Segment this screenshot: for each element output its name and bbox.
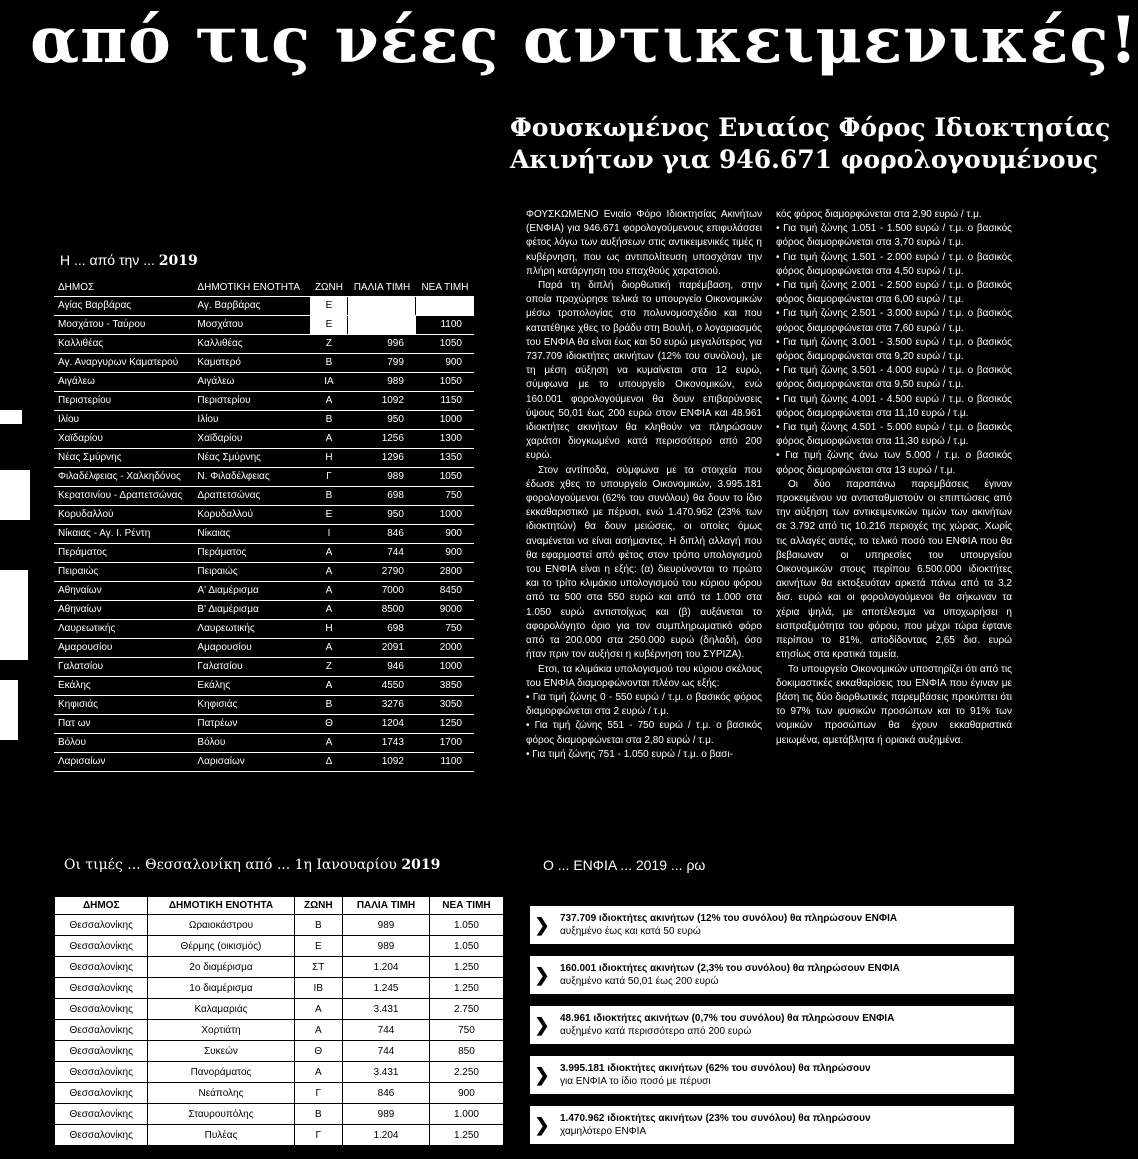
section2-title-text: Οι τιμές ... Θεσσαλονίκη από ... 1η Ιανουαρίου — [64, 857, 397, 873]
cell-zoni: Γ — [310, 468, 348, 487]
athens-price-table — [54, 279, 474, 772]
cell-enotita: Χαϊδαρίου — [193, 430, 310, 449]
section1-title-text: Η ... από την ... — [60, 252, 159, 268]
cell-nea: 1100 — [416, 753, 474, 772]
header-dimos: ΔΗΜΟΣ — [55, 897, 148, 915]
cell-palia: 996 — [348, 335, 416, 354]
table-row — [54, 525, 474, 544]
cell-zoni: Α — [310, 563, 348, 582]
cell-palia: 744 — [348, 544, 416, 563]
header-enotita: ΔΗΜΟΤΙΚΗ ΕΝΟΤΗΤΑ — [148, 897, 294, 915]
cell-zoni: Ε — [310, 297, 348, 316]
cell-palia: 989 — [348, 468, 416, 487]
arrow-icon: ❯ — [534, 1064, 550, 1085]
table-row — [55, 1020, 504, 1041]
cell-zoni: Η — [310, 449, 348, 468]
cell-nea: 9000 — [416, 601, 474, 620]
cell-zoni: Δ — [310, 753, 348, 772]
cell-palia: 3.431 — [343, 1062, 430, 1083]
cell-enotita: Νέας Σμύρνης — [193, 449, 310, 468]
photo-fragment — [0, 410, 22, 424]
subheadline — [510, 112, 1111, 176]
photo-fragment — [0, 570, 28, 660]
table-row — [55, 1125, 504, 1146]
cell-enotita: Περιστερίου — [193, 392, 310, 411]
cell-nea: 900 — [416, 544, 474, 563]
table-row — [54, 297, 474, 316]
bracket-item: • Για τιμή ζώνης 2.001 - 2.500 ευρώ / τ.μ. ο βασικός φόρος διαμορφώνεται στα 6,00 ευρώ / τ.μ. — [776, 279, 1012, 307]
table-row — [55, 1062, 504, 1083]
cell-palia: 1092 — [348, 753, 416, 772]
table-row — [54, 449, 474, 468]
article-column-2 — [776, 208, 1012, 828]
cell-palia: 698 — [348, 487, 416, 506]
table-row — [54, 715, 474, 734]
cell-palia: 989 — [343, 1104, 430, 1125]
cell-nea: 1050 — [416, 373, 474, 392]
cell-zoni: ΙΒ — [294, 978, 343, 999]
cell-nea: 850 — [429, 1041, 503, 1062]
cell-dimos: Αγίας Βαρβάρας — [54, 297, 193, 316]
cell-palia: 1.204 — [343, 957, 430, 978]
table-row — [54, 392, 474, 411]
header-dimos: ΔΗΜΟΣ — [54, 279, 193, 297]
header-palia: ΠΑΛΙΑ ΤΙΜΗ — [348, 279, 416, 297]
cell-enotita: Δραπετσώνας — [193, 487, 310, 506]
cell-nea: 3850 — [416, 677, 474, 696]
bracket-list — [776, 222, 1012, 478]
table-row — [54, 468, 474, 487]
cell-nea — [416, 297, 474, 316]
table-row — [54, 563, 474, 582]
table-row — [54, 601, 474, 620]
cell-enotita: Αιγάλεω — [193, 373, 310, 392]
stat-text — [554, 909, 903, 941]
stat-rest-text: για ΕΝΦΙΑ το ίδιο ποσό με πέρυσι — [560, 1076, 711, 1087]
cell-dimos: Νίκαιας - Αγ. Ι. Ρέντη — [54, 525, 193, 544]
cell-enotita: Πατρέων — [193, 715, 310, 734]
cell-palia: 846 — [343, 1083, 430, 1104]
cell-zoni: Α — [310, 639, 348, 658]
stat-text — [554, 1059, 877, 1091]
stat-item — [530, 1106, 1014, 1144]
cell-zoni: Α — [310, 677, 348, 696]
header-nea: ΝΕΑ ΤΙΜΗ — [429, 897, 503, 915]
bracket-item: • Για τιμή ζώνης 1.051 - 1.500 ευρώ / τ.μ. ο βασικός φόρος διαμορφώνεται στα 3,70 ευρώ / τ.μ. — [776, 222, 1012, 250]
cell-dimos: Θεσσαλονίκης — [55, 1104, 148, 1125]
photo-fragment — [0, 680, 18, 740]
cell-enotita: Ν. Φιλαδέλφειας — [193, 468, 310, 487]
article-column-1 — [526, 208, 762, 828]
table-row — [54, 544, 474, 563]
stat-item — [530, 956, 1014, 994]
bracket-item: • Για τιμή ζώνης 751 - 1.050 ευρώ / τ.μ. ο βασι- — [526, 748, 762, 762]
article-paragraph: ΦΟΥΣΚΩΜΕΝΟ Ενιαίο Φόρο Ιδιοκτησίας Ακινήτων (ΕΝΦΙΑ) για 946.671 φορολογούμενους επιφυλάσσει φέτος λόγω των αυξήσεων στις αντικειμενικές τιμές η κυβέρνηση, που ως αντιπολίτευση υποσχόταν την πλήρη κατάργηση του επαχθούς χαρατσιού. — [526, 209, 762, 277]
cell-zoni: Α — [294, 1062, 343, 1083]
cell-nea: 1000 — [416, 411, 474, 430]
cell-nea: 1.050 — [429, 936, 503, 957]
cell-nea: 2.250 — [429, 1062, 503, 1083]
cell-dimos: Θεσσαλονίκης — [55, 1125, 148, 1146]
photo-fragment — [0, 470, 30, 520]
arrow-icon: ❯ — [534, 1114, 550, 1135]
table-row — [54, 506, 474, 525]
cell-zoni: Θ — [310, 715, 348, 734]
cell-nea: 1700 — [416, 734, 474, 753]
subheadline-line-1: Φουσκωμένος Ενιαίος Φόρος Ιδιοκτησίας — [510, 113, 1111, 142]
cell-enotita: Μοσχάτου — [193, 316, 310, 335]
cell-nea: 2.750 — [429, 999, 503, 1020]
cell-enotita: Χορτιάτη — [148, 1020, 294, 1041]
cell-zoni: Θ — [294, 1041, 343, 1062]
stats-list — [530, 906, 1014, 1156]
cell-nea: 1.000 — [429, 1104, 503, 1125]
bracket-item: • Για τιμή ζώνης 4.501 - 5.000 ευρώ / τ.μ. ο βασικός φόρος διαμορφώνεται στα 11,30 ευρώ / τ.μ. — [776, 421, 1012, 449]
cell-zoni: Β — [294, 915, 343, 936]
cell-dimos: Θεσσαλονίκης — [55, 1041, 148, 1062]
cell-zoni: Γ — [294, 1083, 343, 1104]
cell-dimos: Θεσσαλονίκης — [55, 936, 148, 957]
cell-enotita: Πανοράματος — [148, 1062, 294, 1083]
cell-nea: 900 — [416, 354, 474, 373]
cell-dimos: Γαλατσίου — [54, 658, 193, 677]
cell-palia: 1743 — [348, 734, 416, 753]
cell-enotita: Α' Διαμέρισμα — [193, 582, 310, 601]
cell-nea: 1.250 — [429, 1125, 503, 1146]
bracket-item: • Για τιμή ζώνης 3.001 - 3.500 ευρώ / τ.μ. ο βασικός φόρος διαμορφώνεται στα 9,20 ευρώ / τ.μ. — [776, 336, 1012, 364]
cell-enotita: 1ο διαμέρισμα — [148, 978, 294, 999]
cell-palia: 744 — [343, 1041, 430, 1062]
bracket-item: • Για τιμή ζώνης 3.501 - 4.000 ευρώ / τ.μ. ο βασικός φόρος διαμορφώνεται στα 9,50 ευρώ / τ.μ. — [776, 364, 1012, 392]
bracket-item: • Για τιμή ζώνης 2.501 - 3.000 ευρώ / τ.μ. ο βασικός φόρος διαμορφώνεται στα 7,60 ευρώ / τ.μ. — [776, 307, 1012, 335]
arrow-icon: ❯ — [534, 914, 550, 935]
table-row — [54, 487, 474, 506]
cell-enotita: Καλλιθέας — [193, 335, 310, 354]
stat-bold-text: 160.001 ιδιοκτήτες ακινήτων (2,3% του συνόλου) θα πληρώσουν ΕΝΦΙΑ — [560, 963, 900, 974]
cell-nea: 900 — [429, 1083, 503, 1104]
stat-rest-text: αυξημένο έως και κατά 50 ευρώ — [560, 926, 701, 937]
cell-enotita: 2ο διαμέρισμα — [148, 957, 294, 978]
cell-palia: 1092 — [348, 392, 416, 411]
cell-palia — [348, 297, 416, 316]
cell-dimos: Κορυδαλλού — [54, 506, 193, 525]
cell-zoni: Ε — [310, 506, 348, 525]
cell-nea: 750 — [429, 1020, 503, 1041]
cell-nea: 1150 — [416, 392, 474, 411]
cell-nea: 3050 — [416, 696, 474, 715]
cell-nea: 1.250 — [429, 978, 503, 999]
cell-palia: 2790 — [348, 563, 416, 582]
cell-nea: 1250 — [416, 715, 474, 734]
table-row — [55, 1041, 504, 1062]
cell-enotita: Ωραιοκάστρου — [148, 915, 294, 936]
table-row — [55, 936, 504, 957]
cell-palia: 950 — [348, 506, 416, 525]
cell-nea: 2800 — [416, 563, 474, 582]
cell-enotita: Συκεών — [148, 1041, 294, 1062]
section1-title-year: 2019 — [158, 253, 198, 269]
cell-dimos: Λαρισαίων — [54, 753, 193, 772]
article-paragraph: Στον αντίποδα, σύμφωνα με τα στοιχεία που έδωσε χθες το υπουργείο Οικονομικών, 3.995.181 φορολογούμενοι (62% του συνόλου) θα δουν το ίδιο εκκαθαριστικό με πέρυσι, ενώ 1.470.962 (23% των ιδιοκτητών) θα δουν μειώσεις, οι οποίες όμως αναμένεται να είναι ασήμαντες. Η διπλή αλλαγή που θα εφαρμοστεί από φέτος στον τρόπο υπολογισμού του ΕΝΦΙΑ είναι η εξής: (α) διευρύνονται το πρώτο και το τρίτο κλιμάκιο υπολογισμού του κύριου φόρου από τα 500 στα 550 ευρώ και από τα 1.000 στα 1.050 ευρώ αντιστοίχως και (β) αυξάνεται το αφορολόγητο όριο για τον συμπληρωματικό φόρο από τα 200.000 στα 250.000 ευρώ (δηλαδή, όσο ήταν πριν τον αυξήσει η κυβέρνηση του ΣΥΡΙΖΑ). — [526, 464, 762, 661]
header-nea: ΝΕΑ ΤΙΜΗ — [416, 279, 474, 297]
cell-enotita: Β' Διαμέρισμα — [193, 601, 310, 620]
bracket-item: • Για τιμή ζώνης 551 - 750 ευρώ / τ.μ. ο βασικός φόρος διαμορφώνεται στα 2,80 ευρώ / τ.μ. — [526, 719, 762, 747]
cell-zoni: Ε — [294, 936, 343, 957]
cell-enotita: Λαυρεωτικής — [193, 620, 310, 639]
cell-palia: 698 — [348, 620, 416, 639]
cell-palia: 4550 — [348, 677, 416, 696]
header-palia: ΠΑΛΙΑ ΤΙΜΗ — [343, 897, 430, 915]
table-row — [55, 1083, 504, 1104]
table-row — [54, 639, 474, 658]
stat-text — [554, 1009, 900, 1041]
cell-dimos: Θεσσαλονίκης — [55, 1062, 148, 1083]
article-body — [526, 208, 1012, 828]
stat-rest-text: χαμηλότερο ΕΝΦΙΑ — [560, 1126, 647, 1137]
cell-palia — [348, 316, 416, 335]
cell-enotita: Λαρισαίων — [193, 753, 310, 772]
cell-dimos: Θεσσαλονίκης — [55, 1020, 148, 1041]
headline: από τις νέες αντικειμενικές! — [30, 3, 1138, 78]
cell-nea: 750 — [416, 620, 474, 639]
stat-item — [530, 906, 1014, 944]
cell-palia: 950 — [348, 411, 416, 430]
cell-enotita: Ιλίου — [193, 411, 310, 430]
cell-dimos: Χαϊδαρίου — [54, 430, 193, 449]
cell-enotita: Νίκαιας — [193, 525, 310, 544]
cell-zoni: Β — [310, 487, 348, 506]
cell-zoni: Α — [310, 430, 348, 449]
table-row — [55, 999, 504, 1020]
cell-nea: 1050 — [416, 468, 474, 487]
cell-dimos: Αμαρουσίου — [54, 639, 193, 658]
cell-palia: 3276 — [348, 696, 416, 715]
cell-dimos: Λαυρεωτικής — [54, 620, 193, 639]
table-row — [54, 335, 474, 354]
cell-palia: 1.245 — [343, 978, 430, 999]
arrow-icon: ❯ — [534, 964, 550, 985]
stat-bold-text: 737.709 ιδιοκτήτες ακινήτων (12% του συνόλου) θα πληρώσουν ΕΝΦΙΑ — [560, 913, 898, 924]
cell-palia: 989 — [343, 936, 430, 957]
header-enotita: ΔΗΜΟΤΙΚΗ ΕΝΟΤΗΤΑ — [193, 279, 310, 297]
cell-zoni: Β — [310, 354, 348, 373]
cell-zoni: Α — [294, 1020, 343, 1041]
bracket-item: • Για τιμή ζώνης άνω των 5.000 / τ.μ. ο βασικός φόρος διαμορφώνεται στα 13 ευρώ / τ.μ. — [776, 449, 1012, 477]
stat-item — [530, 1056, 1014, 1094]
cell-zoni: Α — [310, 392, 348, 411]
article-paragraph: Ετσι, τα κλιμάκια υπολογισμού του κύριου σκέλους του ΕΝΦΙΑ διαμορφώνονται πλέον ως εξής: — [526, 663, 762, 689]
table-row — [55, 978, 504, 999]
cell-dimos: Καλλιθέας — [54, 335, 193, 354]
cell-dimos: Νέας Σμύρνης — [54, 449, 193, 468]
stat-rest-text: αυξημένο κατά περισσότερο από 200 ευρώ — [560, 1026, 752, 1037]
cell-enotita: Νεάπολης — [148, 1083, 294, 1104]
cell-enotita: Εκάλης — [193, 677, 310, 696]
cell-dimos: Θεσσαλονίκης — [55, 999, 148, 1020]
table-row — [55, 915, 504, 936]
cell-palia: 846 — [348, 525, 416, 544]
cell-palia: 744 — [343, 1020, 430, 1041]
cell-dimos: Ιλίου — [54, 411, 193, 430]
cell-dimos: Εκάλης — [54, 677, 193, 696]
cell-enotita: Καλαμαριάς — [148, 999, 294, 1020]
bracket-item: • Για τιμή ζώνης 0 - 550 ευρώ / τ.μ. ο βασικός φόρος διαμορφώνεται στα 2 ευρώ / τ.μ. — [526, 691, 762, 719]
cell-dimos: Αθηναίων — [54, 601, 193, 620]
cell-zoni: Α — [310, 601, 348, 620]
cell-nea: 1.050 — [429, 915, 503, 936]
cell-palia: 3.431 — [343, 999, 430, 1020]
cell-nea: 1050 — [416, 335, 474, 354]
cell-nea: 750 — [416, 487, 474, 506]
cell-dimos: Αγ. Αναργυρων Καματερού — [54, 354, 193, 373]
cell-palia: 1296 — [348, 449, 416, 468]
cell-palia: 2091 — [348, 639, 416, 658]
cell-enotita: Σταυρουπόλης — [148, 1104, 294, 1125]
cell-palia: 8500 — [348, 601, 416, 620]
cell-zoni: Ζ — [310, 658, 348, 677]
table-row — [54, 658, 474, 677]
cell-dimos: Θεσσαλονίκης — [55, 1083, 148, 1104]
table-row — [54, 411, 474, 430]
cell-nea: 1.250 — [429, 957, 503, 978]
stats-title: Ο ... ΕΝΦΙΑ ... 2019 ... ρω — [543, 857, 706, 873]
cell-zoni: Ε — [310, 316, 348, 335]
cell-palia: 989 — [348, 373, 416, 392]
article-paragraph: Παρά τη διπλή διορθωτική παρέμβαση, στην οποία προχώρησε τελικά το υπουργείο Οικονομικών μέσω τροπολογίας στο πολυνομοσχέδιο και που κατατέθηκε χθες το βράδυ στη Βουλή, ο λογαριασμός του ΕΝΦΙΑ θα είναι έως και 50 ευρώ μεγαλύτερος για 737.709 ιδιοκτήτες ακινήτων (12% του συνόλου), με τη μέση αύξηση να κυμαίνεται στα 12 ευρώ, σύμφωνα με το υπουργείο Οικονομικών, ενώ 160.001 φορολογούμενοι θα δουν επιβαρύνσεις ύψους 50,01 έως 200 ευρώ στον ΕΝΦΙΑ και 48.961 ιδιοκτήτες ακινήτων θα κληθούν να πληρώσουν χαράτσι διογκωμένο κατά περισσότερο από 200 ευρώ. — [526, 280, 762, 462]
cell-dimos: Κηφισιάς — [54, 696, 193, 715]
cell-zoni: Α — [294, 999, 343, 1020]
table-row — [54, 677, 474, 696]
cell-dimos: Μοσχάτου - Ταύρου — [54, 316, 193, 335]
cell-palia: 1204 — [348, 715, 416, 734]
cell-enotita: Θέρμης (οικισμός) — [148, 936, 294, 957]
cell-zoni: Α — [310, 734, 348, 753]
stat-item — [530, 1006, 1014, 1044]
cell-dimos: Βόλου — [54, 734, 193, 753]
cell-zoni: ΙΑ — [310, 373, 348, 392]
cell-nea: 2000 — [416, 639, 474, 658]
table-row — [54, 354, 474, 373]
cell-palia: 1.204 — [343, 1125, 430, 1146]
stat-bold-text: 48.961 ιδιοκτήτες ακινήτων (0,7% του συνόλου) θα πληρώσουν ΕΝΦΙΑ — [560, 1013, 895, 1024]
stat-bold-text: 1.470.962 ιδιοκτήτες ακινήτων (23% του συνόλου) θα πληρώσουν — [560, 1113, 871, 1124]
article-paragraph: Το υπουργείο Οικονομικών υποστηρίζει ότι από τις δοκιμαστικές εκκαθαρίσεις του ΕΝΦΙΑ που έγιναν με βάση τις δύο διορθωτικές παρεμβάσεις προκύπτει ότι το 97% των φυσικών προσώπων και το 91% των νομικών προσώπων θα έχουν εκκαθαριστικά μειωμένα, αμετάβλητα ή οριακά αυξημένα. — [776, 663, 1012, 746]
cell-palia: 989 — [343, 915, 430, 936]
table-row — [54, 696, 474, 715]
cell-zoni: Ι — [310, 525, 348, 544]
header-zoni: ΖΩΝΗ — [294, 897, 343, 915]
cell-nea: 900 — [416, 525, 474, 544]
table-row — [55, 1104, 504, 1125]
table-row — [54, 753, 474, 772]
cell-enotita: Πειραιώς — [193, 563, 310, 582]
cell-nea: 1100 — [416, 316, 474, 335]
cell-enotita: Πυλέας — [148, 1125, 294, 1146]
section2-title-year: 2019 — [401, 857, 441, 873]
stat-text — [554, 959, 906, 991]
cell-enotita: Κηφισιάς — [193, 696, 310, 715]
table-row — [54, 734, 474, 753]
cell-palia: 7000 — [348, 582, 416, 601]
section1-title — [60, 252, 520, 269]
cell-dimos: Πατ ων — [54, 715, 193, 734]
cell-enotita: Καματερό — [193, 354, 310, 373]
cell-zoni: Γ — [294, 1125, 343, 1146]
cell-enotita: Αμαρουσίου — [193, 639, 310, 658]
table-row — [55, 957, 504, 978]
header-zoni: ΖΩΝΗ — [310, 279, 348, 297]
cell-palia: 1256 — [348, 430, 416, 449]
stat-rest-text: αυξημένο κατά 50,01 έως 200 ευρώ — [560, 976, 719, 987]
cell-enotita: Κορυδαλλού — [193, 506, 310, 525]
bracket-item: • Για τιμή ζώνης 1.501 - 2.000 ευρώ / τ.μ. ο βασικός φόρος διαμορφώνεται στα 4,50 ευρώ / τ.μ. — [776, 251, 1012, 279]
cell-zoni: ΣΤ — [294, 957, 343, 978]
cell-dimos: Φιλαδέλφειας - Χαλκηδόνος — [54, 468, 193, 487]
bracket-list — [526, 691, 762, 762]
cell-enotita: Βόλου — [193, 734, 310, 753]
cell-zoni: Α — [310, 582, 348, 601]
thessaloniki-price-table — [54, 896, 504, 1146]
table-row — [54, 620, 474, 639]
cell-dimos: Θεσσαλονίκης — [55, 957, 148, 978]
stat-bold-text: 3.995.181 ιδιοκτήτες ακινήτων (62% του συνόλου) θα πληρώσουν — [560, 1063, 871, 1074]
cell-nea: 1300 — [416, 430, 474, 449]
cell-enotita: Γαλατσίου — [193, 658, 310, 677]
cell-zoni: Β — [310, 411, 348, 430]
cell-zoni: Α — [310, 544, 348, 563]
article-paragraph: κός φόρος διαμορφώνεται στα 2,90 ευρώ / τ.μ. — [776, 209, 982, 220]
table-row — [54, 373, 474, 392]
subheadline-line-2: Ακινήτων για 946.671 φορολογουμένους — [510, 145, 1099, 174]
arrow-icon: ❯ — [534, 1014, 550, 1035]
cell-zoni: Β — [310, 696, 348, 715]
cell-dimos: Κερατσινίου - Δραπετσώνας — [54, 487, 193, 506]
article-paragraph: Οι δύο παραπάνω παρεμβάσεις έγιναν προκειμένου να αντισταθμιστούν οι επιπτώσεις από την αύξηση των αντικειμενικών τιμών των ακινήτων σε 3.792 από τις 10.216 περιοχές της χώρας. Χωρίς τις αλλαγές αυτές, το τελικό ποσό του ΕΝΦΙΑ που θα βεβαιωναν οι υπηρεσίες του υπουργείου Οικονομικών στους περίπου 6.500.000 ιδιοκτήτες ακινήτων θα εκτοξευόταν αρκετά πάνω από τα 3,2 δισ. ευρώ και οι φορολογούμενοι θα σήκωναν τα χέρια ψηλά, με αποτέλεσμα να υποχωρήσει η εισπραξιμότητα του φόρου, που μέχρι τώρα έφτανε περίπου το 81%, αποδίδοντας 2,65 δισ. ευρώ ετησίως στα κρατικά ταμεία. — [776, 478, 1012, 661]
cell-dimos: Αιγάλεω — [54, 373, 193, 392]
cell-enotita: Αγ. Βαρβάρας — [193, 297, 310, 316]
stat-text — [554, 1109, 877, 1141]
table-row — [54, 582, 474, 601]
cell-nea: 1350 — [416, 449, 474, 468]
bracket-item: • Για τιμή ζώνης 4.001 - 4.500 ευρώ / τ.μ. ο βασικός φόρος διαμορφώνεται στα 11,10 ευρώ / τ.μ. — [776, 393, 1012, 421]
cell-dimos: Πειραιώς — [54, 563, 193, 582]
cell-nea: 1000 — [416, 658, 474, 677]
cell-dimos: Θεσσαλονίκης — [55, 978, 148, 999]
cell-nea: 8450 — [416, 582, 474, 601]
table-header-row — [54, 279, 474, 297]
cell-zoni: Β — [294, 1104, 343, 1125]
cell-dimos: Περιστερίου — [54, 392, 193, 411]
table-row — [54, 430, 474, 449]
cell-palia: 946 — [348, 658, 416, 677]
table-header-row — [55, 897, 504, 915]
section2-title — [64, 857, 494, 873]
cell-palia: 799 — [348, 354, 416, 373]
cell-dimos: Αθηναίων — [54, 582, 193, 601]
cell-zoni: Η — [310, 620, 348, 639]
cell-nea: 1000 — [416, 506, 474, 525]
cell-dimos: Θεσσαλονίκης — [55, 915, 148, 936]
cell-zoni: Ζ — [310, 335, 348, 354]
table-row — [54, 316, 474, 335]
cell-enotita: Περάματος — [193, 544, 310, 563]
cell-dimos: Περάματος — [54, 544, 193, 563]
